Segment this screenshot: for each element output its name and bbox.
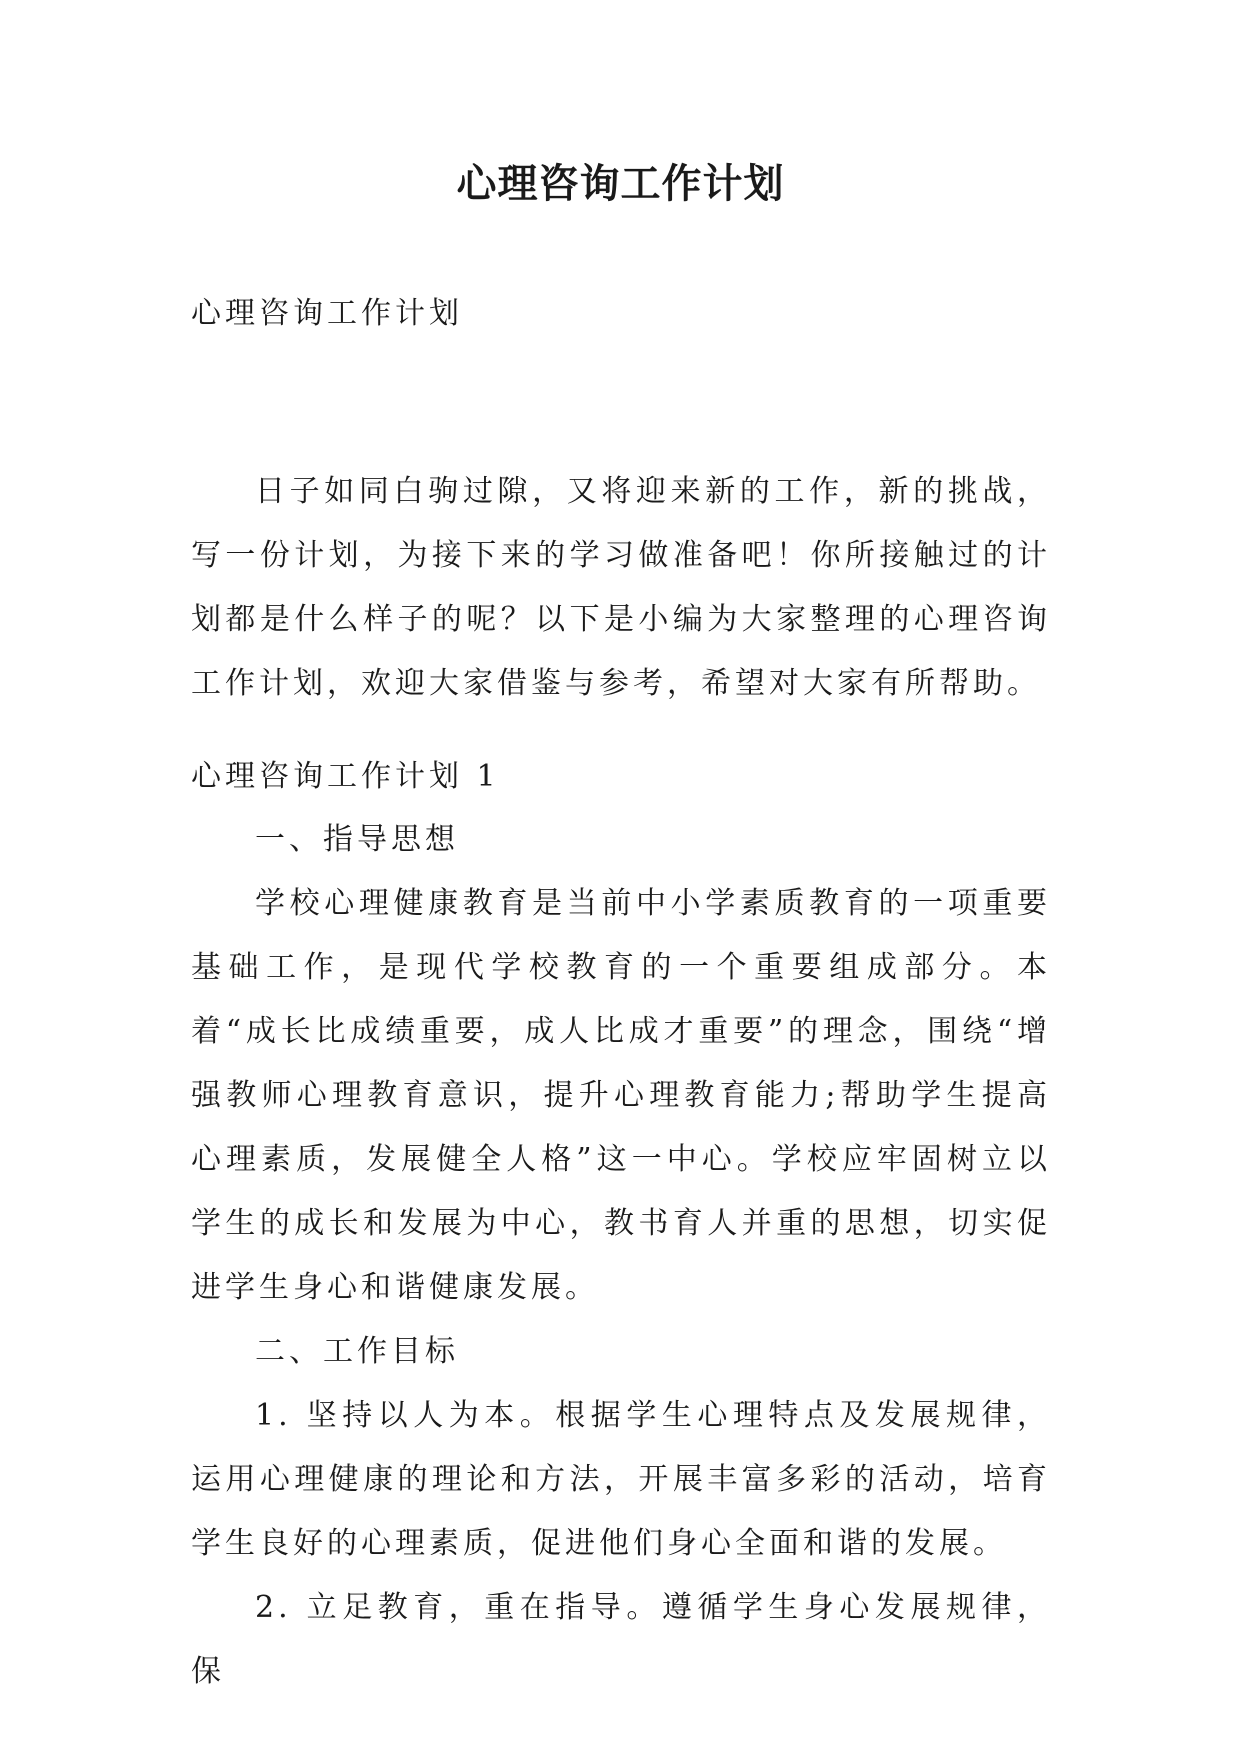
intro-paragraph: 日子如同白驹过隙，又将迎来新的工作，新的挑战，写一份计划，为接下来的学习做准备吧！你所接触过的计划都是什么样子的呢？以下是小编为大家整理的心理咨询工作计划，欢迎大家借鉴与参考，希望对大家有所帮助。 — [191, 474, 1051, 701]
document-title: 心理咨询工作计划 — [456, 160, 785, 207]
body-paragraph: 学校心理健康教育是当前中小学素质教育的一项重要基础工作，是现代学校教育的一个重要组成部分。本着“成长比成绩重要，成人比成才重要”的理念，围绕“增强教师心理教育意识，提升心理教育能力;帮助学生提高心理素质，发展健全人格”这一中心。学校应牢固树立以学生的成长和发展为中心，教书育人并重的思想，切实促进学生身心和谐健康发展。 — [191, 886, 1051, 1305]
list-item: 1. 坚持以人为本。根据学生心理特点及发展规律，运用心理健康的理论和方法，开展丰富多彩的活动，培育学生良好的心理素质，促进他们身心全面和谐的发展。 — [191, 1398, 1051, 1561]
document-subtitle: 心理咨询工作计划 — [191, 296, 463, 331]
heading-guiding-ideology: 一、指导思想 — [255, 822, 459, 857]
heading-work-goals: 二、工作目标 — [255, 1334, 459, 1369]
list-item: 2. 立足教育，重在指导。遵循学生身心发展规律，保 — [191, 1590, 1051, 1689]
section-title: 心理咨询工作计划 1 — [191, 759, 500, 794]
section-body — [191, 808, 1051, 1704]
